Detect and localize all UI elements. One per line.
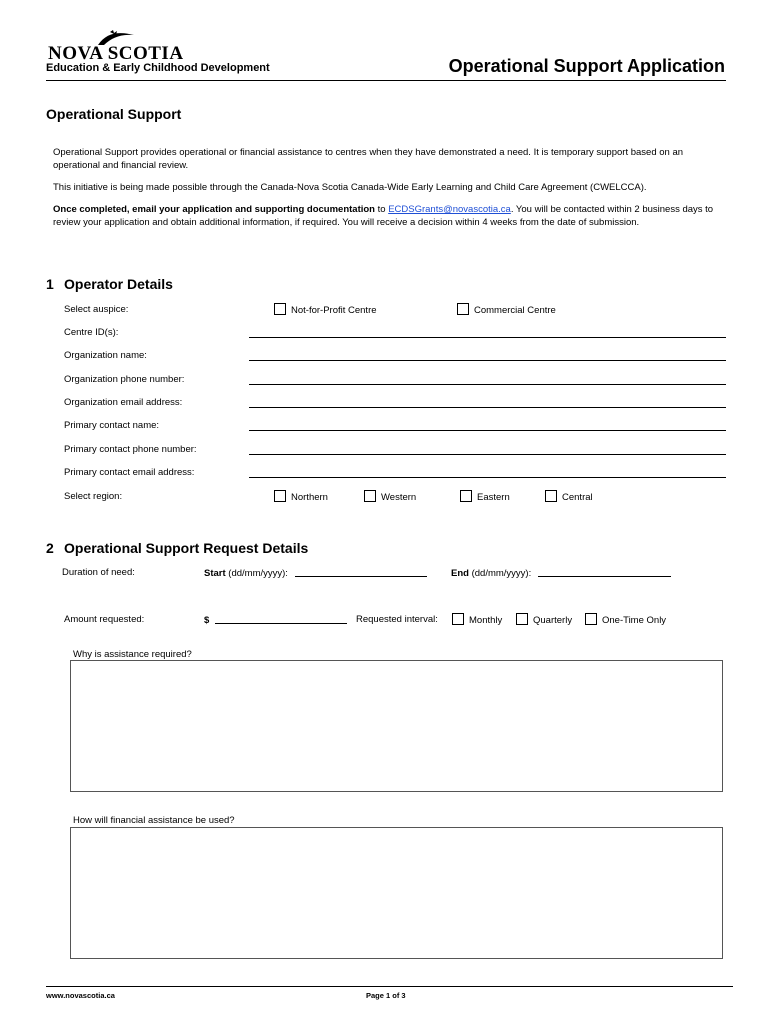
start-date-field[interactable] <box>295 567 427 577</box>
interval-option-quarterly[interactable] <box>516 613 572 626</box>
primary-contact-phone-field[interactable] <box>249 454 726 455</box>
northern-checkbox[interactable] <box>274 490 286 502</box>
nonprofit-label: Not-for-Profit Centre <box>291 305 377 316</box>
amount-field[interactable] <box>215 614 347 624</box>
western-checkbox[interactable] <box>364 490 376 502</box>
department-name: Education & Early Childhood Development <box>46 62 270 74</box>
start-label-bold: Start <box>204 568 226 579</box>
organization-phone-label: Organization phone number: <box>64 374 185 385</box>
end-date-group <box>451 567 671 579</box>
eastern-checkbox[interactable] <box>460 490 472 502</box>
intro-heading: Operational Support <box>46 106 182 122</box>
section-1-title: Operator Details <box>64 276 173 292</box>
section-2-heading <box>46 540 308 556</box>
to-text: to <box>374 204 389 215</box>
one-time-checkbox[interactable] <box>585 613 597 625</box>
amount-label: Amount requested: <box>64 614 145 625</box>
section-2-number: 2 <box>46 540 54 556</box>
northern-label: Northern <box>291 492 328 503</box>
one-time-label: One-Time Only <box>602 615 667 626</box>
commercial-label: Commercial Centre <box>474 305 556 316</box>
amount-group <box>204 614 347 626</box>
region-option-eastern[interactable] <box>460 490 510 503</box>
dollar-sign: $ <box>204 615 210 626</box>
interval-option-monthly[interactable] <box>452 613 502 626</box>
contact-info-text: . You will be contacted within 2 business days to review your application and obtain additional information, if required. You will receive a decision within 4 weeks from the date of submission. <box>53 204 714 228</box>
end-label-bold: End <box>451 568 469 579</box>
region-option-central[interactable] <box>545 490 593 503</box>
primary-contact-email-field[interactable] <box>249 477 726 478</box>
primary-contact-name-field[interactable] <box>249 430 726 431</box>
central-checkbox[interactable] <box>545 490 557 502</box>
document-title: Operational Support Application <box>448 56 725 76</box>
auspice-label: Select auspice: <box>64 304 129 315</box>
interval-option-one-time[interactable] <box>585 613 666 626</box>
submission-instruction: Once completed, email your application and supporting documentation <box>53 204 375 215</box>
intro-paragraph-2: This initiative is being made possible through the Canada-Nova Scotia Canada-Wide Early Learning and Child Care Agreement (CWELCCA). <box>53 182 647 193</box>
intro-paragraph-3 <box>53 203 723 229</box>
quarterly-checkbox[interactable] <box>516 613 528 625</box>
start-date-group <box>204 567 427 579</box>
organization-name-field[interactable] <box>249 360 726 361</box>
how-used-label: How will financial assistance be used? <box>73 815 235 826</box>
auspice-option-nonprofit[interactable] <box>274 303 377 316</box>
organization-email-field[interactable] <box>249 407 726 408</box>
auspice-option-commercial[interactable] <box>457 303 556 316</box>
organization-email-label: Organization email address: <box>64 397 183 408</box>
eastern-label: Eastern <box>477 492 510 503</box>
intro-paragraph-1: Operational Support provides operational or financial assistance to centres when they have demonstrated a need. It is temporary support based on an operational and financial review. <box>53 147 684 171</box>
section-2-title: Operational Support Request Details <box>64 540 309 556</box>
email-link[interactable]: ECDSGrants@novascotia.ca <box>388 204 511 215</box>
monthly-checkbox[interactable] <box>452 613 464 625</box>
region-option-western[interactable] <box>364 490 416 503</box>
page-number: Page 1 of 3 <box>366 991 406 1000</box>
end-label-format: (dd/mm/yyyy): <box>468 568 532 579</box>
footer-website: www.novascotia.ca <box>46 991 115 1000</box>
centre-id-field[interactable] <box>249 337 726 338</box>
organization-phone-field[interactable] <box>249 384 726 385</box>
primary-contact-email-label: Primary contact email address: <box>64 467 195 478</box>
central-label: Central <box>562 492 593 503</box>
why-assistance-label: Why is assistance required? <box>73 649 192 660</box>
western-label: Western <box>381 492 417 503</box>
quarterly-label: Quarterly <box>533 615 573 626</box>
commercial-checkbox[interactable] <box>457 303 469 315</box>
region-option-northern[interactable] <box>274 490 328 503</box>
duration-label: Duration of need: <box>62 567 135 578</box>
logo-text: NOVA SCOTIA <box>48 43 184 64</box>
end-date-field[interactable] <box>538 567 671 577</box>
why-assistance-textarea[interactable] <box>70 660 723 792</box>
organization-name-label: Organization name: <box>64 350 147 361</box>
start-label-format: (dd/mm/yyyy): <box>225 568 288 579</box>
monthly-label: Monthly <box>469 615 503 626</box>
interval-label: Requested interval: <box>356 614 438 625</box>
how-used-textarea[interactable] <box>70 827 723 959</box>
section-1-number: 1 <box>46 276 54 292</box>
primary-contact-phone-label: Primary contact phone number: <box>64 444 197 455</box>
header-divider <box>46 80 726 81</box>
centre-id-label: Centre ID(s): <box>64 327 119 338</box>
nonprofit-checkbox[interactable] <box>274 303 286 315</box>
footer-divider <box>46 986 733 987</box>
primary-contact-name-label: Primary contact name: <box>64 420 160 431</box>
section-1-heading <box>46 276 173 292</box>
region-label: Select region: <box>64 491 123 502</box>
